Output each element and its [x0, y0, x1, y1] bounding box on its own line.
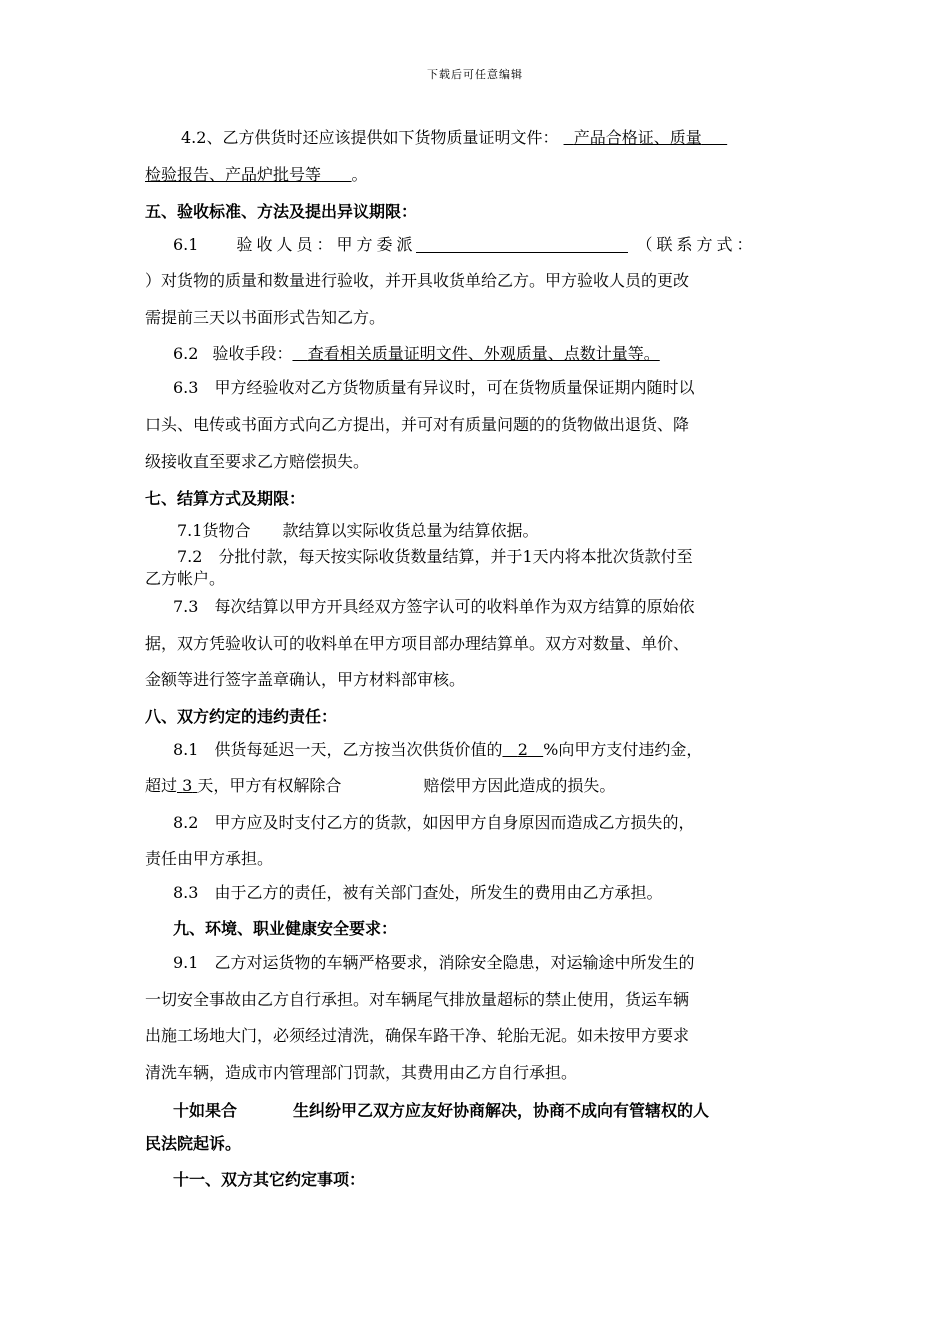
- clause-8-1-line1: 8.1 供货每延迟一天，乙方按当次供货价值的 2 %向甲方支付违约金，: [173, 740, 703, 759]
- clause-4-2-line1: [145, 126, 846, 150]
- clause-6-1-line3: 需提前三天以书面形式告知乙方。: [145, 308, 386, 327]
- clause-9-1-line3: 出施工场地大门，必须经过清洗，确保车路干净、轮胎无泥。如未按甲方要求: [145, 1026, 690, 1045]
- clause-8-1-line2: 超过 3 天，甲方有权解除合 赔偿甲方因此造成的损失。: [145, 776, 616, 795]
- section-5-title: 五、验收标准、方法及提出异议期限：: [145, 202, 418, 221]
- clause-4-2-underlined-docs-cont: 检验报告、产品炉批号等: [145, 165, 322, 184]
- clause-7-3-line2: 据，双方凭验收认可的收料单在甲方项目部办理结算单。双方对数量、单价、: [145, 634, 690, 653]
- clause-7-3-line3: 金额等进行签字盖章确认，甲方材料部审核。: [145, 670, 466, 689]
- clause-7-2-line2: 乙方帐户。: [145, 569, 226, 588]
- section-8-title: 八、双方约定的违约责任：: [145, 707, 338, 726]
- clause-4-2-line2: 检验报告、产品炉批号等 。: [145, 165, 368, 184]
- section-10-line1: 十如果合 生纠纷甲乙双方应友好协商解决，协商不成向有管辖权的人: [173, 1101, 710, 1120]
- clause-6-3-line1: 6.3 甲方经验收对乙方货物质量有异议时，可在货物质量保证期内随时以: [173, 378, 695, 397]
- section-11-title: 十一、双方其它约定事项：: [173, 1170, 366, 1189]
- clause-9-1-line4: 清洗车辆，造成市内管理部门罚款，其费用由乙方自行承担。: [145, 1063, 578, 1082]
- clause-6-2: 6.2 验收手段： 查看相关质量证明文件、外观质量、点数计量等。: [173, 344, 660, 363]
- clause-4-2-underlined-docs: 产品合格证、质量: [573, 128, 702, 147]
- clause-6-1-line2: ）对货物的质量和数量进行验收，并开具收货单给乙方。甲方验收人员的更改: [145, 271, 690, 290]
- clause-6-3-line3: 级接收直至要求乙方赔偿损失。: [145, 452, 370, 471]
- section-10-line2: 民法院起诉。: [145, 1134, 242, 1153]
- section-7-title: 七、结算方式及期限：: [145, 489, 306, 508]
- clause-6-1-line1: 6.1 验收人员：甲方委派 （联系方式：: [173, 235, 757, 254]
- page-header: 下载后可任意编辑: [427, 68, 523, 81]
- clause-7-1: 7.1货物合 款结算以实际收货总量为结算依据。: [177, 521, 539, 540]
- clause-9-1-line1: 9.1 乙方对运货物的车辆严格要求，消除安全隐患，对运输途中所发生的: [173, 953, 695, 972]
- section-9-title: 九、环境、职业健康安全要求：: [173, 919, 398, 938]
- clause-4-2-text: 4.2、乙方供货时还应该提供如下货物质量证明文件：: [181, 128, 559, 147]
- clause-9-1-line2: 一切安全事故由乙方自行承担。对车辆尾气排放量超标的禁止使用，货运车辆: [145, 990, 690, 1009]
- clause-7-3-line1: 7.3 每次结算以甲方开具经双方签字认可的收料单作为双方结算的原始依: [173, 597, 695, 616]
- clause-8-2-line1: 8.2 甲方应及时支付乙方的货款，如因甲方自身原因而造成乙方损失的，: [173, 813, 695, 832]
- clause-8-3: 8.3 由于乙方的责任，被有关部门查处，所发生的费用由乙方承担。: [173, 883, 663, 902]
- clause-7-2-line1: 7.2 分批付款，每天按实际收货数量结算，并于1天内将本批次货款付至: [177, 547, 693, 566]
- clause-8-2-line2: 责任由甲方承担。: [145, 849, 274, 868]
- clause-6-3-line2: 口头、电传或书面方式向乙方提出，并可对有质量问题的的货物做出退货、降: [145, 415, 690, 434]
